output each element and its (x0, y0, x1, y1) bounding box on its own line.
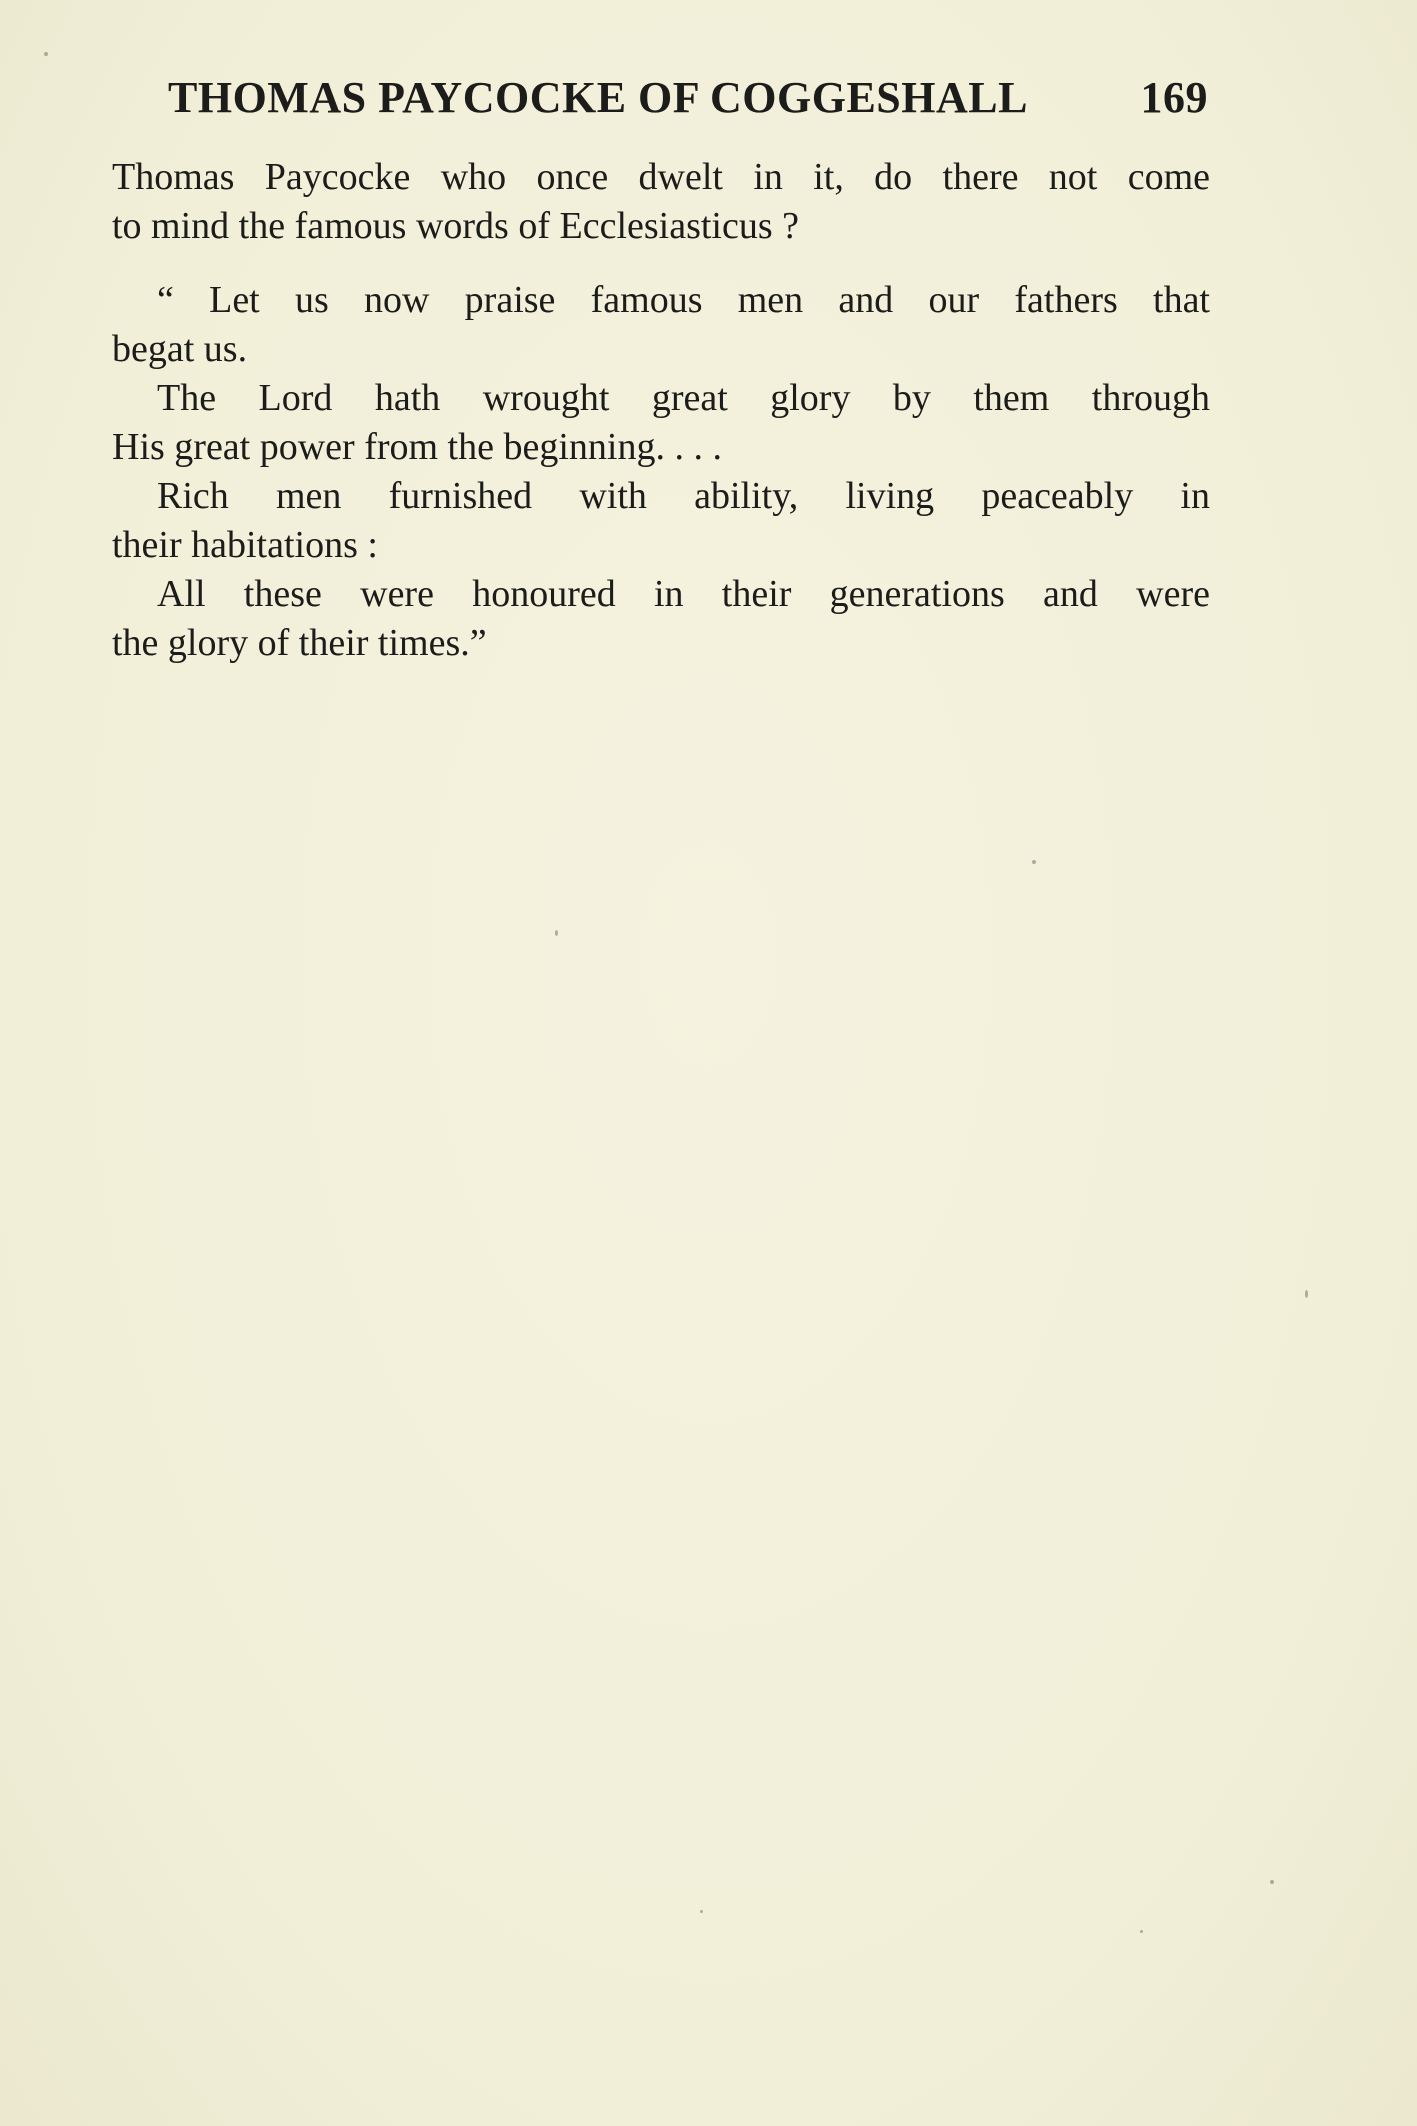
paper-speck (700, 1910, 703, 1913)
paper-speck (1032, 860, 1036, 864)
quotation-verse (112, 472, 1210, 570)
text-line: All these were honoured in their generations and were (157, 573, 1210, 615)
quotation-verse (112, 374, 1210, 472)
quotation-verse (112, 570, 1210, 668)
quotation-block (112, 276, 1210, 668)
text-line: “ Let us now praise famous men and our fathers that (157, 279, 1210, 321)
text-line: begat us. (112, 328, 248, 370)
quotation-verse (112, 276, 1210, 374)
running-head-title: THOMAS PAYCOCKE OF COGGESHALL (168, 73, 1028, 122)
text-line: to mind the famous words of Ecclesiasticus ? (112, 205, 800, 247)
paper-speck (1140, 1930, 1143, 1933)
text-line: the glory of their times.” (112, 622, 487, 664)
opening-paragraph (112, 153, 1210, 251)
text-line: Thomas Paycocke who once dwelt in it, do there not come (112, 156, 1210, 198)
page-number: 169 (1140, 73, 1208, 122)
text-line: His great power from the beginning. . . . (112, 426, 722, 468)
text-line: The Lord hath wrought great glory by them through (157, 377, 1210, 419)
text-line: their habitations : (112, 524, 378, 566)
running-head (168, 72, 1208, 132)
paper-speck (555, 930, 558, 936)
paper-speck (1305, 1290, 1308, 1298)
text-line: Rich men furnished with ability, living peaceably in (157, 475, 1210, 517)
paper-speck (44, 52, 48, 56)
paper-speck (1270, 1880, 1274, 1884)
